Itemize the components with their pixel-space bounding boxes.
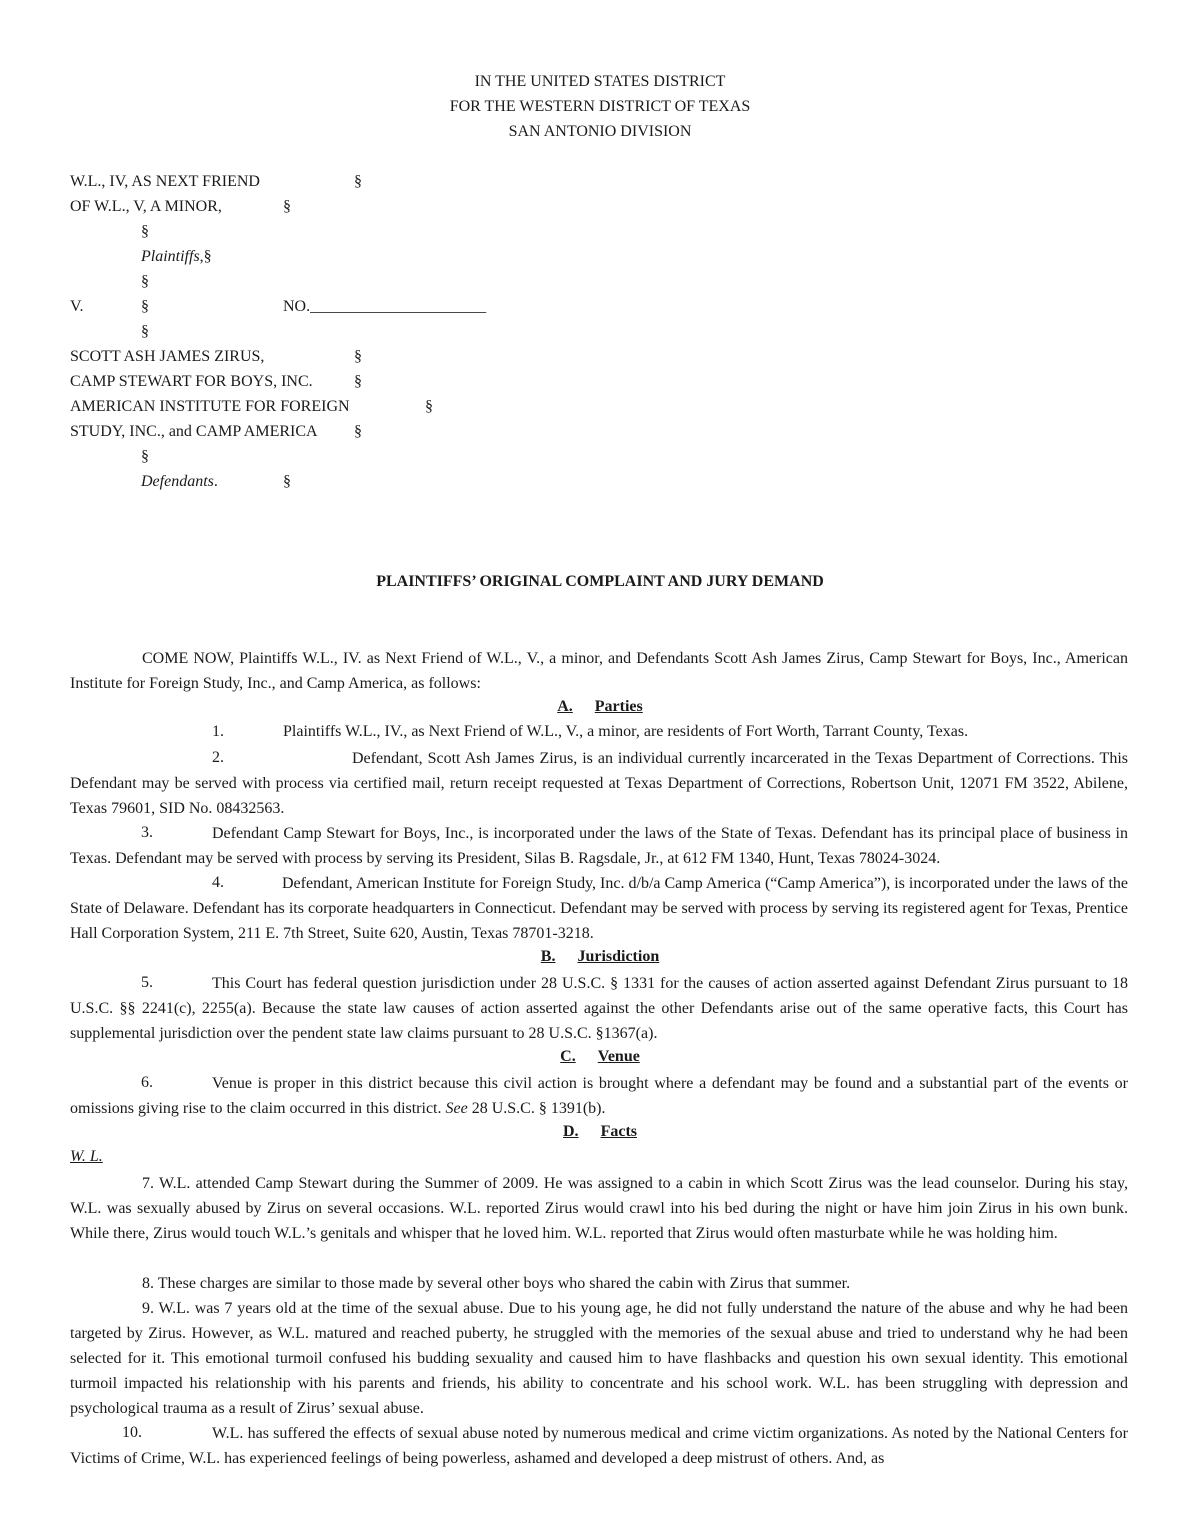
section-mark: § (354, 373, 362, 390)
caption-versus: V. (70, 298, 84, 315)
section-mark: § (354, 423, 362, 440)
paragraph-3 (70, 821, 1128, 871)
see-signal: See (445, 1100, 468, 1117)
paragraph-6-cite: 28 U.S.C. § 1391(b). (471, 1100, 606, 1117)
section-mark: § (141, 298, 149, 315)
intro-paragraph (70, 646, 1128, 696)
period: . (213, 473, 218, 490)
paragraph-7 (70, 1171, 1128, 1246)
section-letter: A. (557, 698, 573, 715)
paragraph-8-text: 8. These charges are similar to those made by several other boys who shared the cabin with Zirus that summer. (142, 1275, 851, 1292)
paragraph-4-text: Defendant, American Institute for Foreign Study, Inc. d/b/a Camp America (“Camp America”), is incorporated under the laws of the State of Delaware. Defendant has its corporate headquarters in Connecticut. Defendant may be served with process by serving its registered agent for Texas, Prentice Hall Corporation System, 211 E. 7th Street, Suite 620, Austin, Texas 78701-3218. (70, 875, 1128, 942)
caption-plaintiff-1: W.L., IV, AS NEXT FRIEND (70, 173, 260, 190)
section-mark: § (141, 323, 149, 340)
paragraph-1-text: Plaintiffs W.L., IV., as Next Friend of W.L., V., a minor, are residents of Fort Worth, Tarrant County, Texas. (283, 723, 969, 740)
paragraph-5 (70, 971, 1128, 1046)
section-heading-parties (0, 697, 1200, 717)
paragraph-9-text: 9. W.L. was 7 years old at the time of the sexual abuse. Due to his young age, he did not fully understand the nature of the abuse and why he had been targeted by Zirus. However, as W.L. matured and reached puberty, he struggled with the memories of the sexual abuse and tried to understand why he had been selected for it. This emotional turmoil confused his budding sexuality and caused him to have flashbacks and question his own sexual identity. This emotional turmoil impacted his relationship with his parents and friends, his ability to concentrate and his school work. W.L. has been struggling with depression and psychological trauma as a result of Zirus’ sexual abuse. (70, 1300, 1128, 1417)
section-letter: B. (540, 948, 556, 965)
caption-plaintiff-2: OF W.L., V, A MINOR, (70, 198, 222, 215)
paragraph-9 (70, 1296, 1128, 1421)
paragraph-number: 5. (141, 974, 153, 991)
document-title: PLAINTIFFS’ ORIGINAL COMPLAINT AND JURY DEMAND (376, 573, 824, 590)
paragraph-6 (70, 1071, 1128, 1121)
subheading-wl: W. L. (70, 1148, 103, 1165)
intro-text: COME NOW, Plaintiffs W.L., IV. as Next Friend of W.L., V., a minor, and Defendants Scott Ash James Zirus, Camp Stewart for Boys, Inc., American Institute for Foreign Study, Inc., and Camp America, as follows: (70, 650, 1128, 692)
caption-plaintiffs-label (141, 247, 212, 267)
caption-defendants-label (141, 472, 218, 492)
paragraph-10 (70, 1421, 1128, 1471)
paragraph-2 (70, 746, 1128, 821)
court-line-2: FOR THE WESTERN DISTRICT OF TEXAS (449, 98, 751, 115)
paragraph-3-text: Defendant Camp Stewart for Boys, Inc., is incorporated under the laws of the State of Texas. Defendant has its principal place of business in Texas. Defendant may be served with process by serving its President, Silas B. Ragsdale, Jr., at 612 FM 1340, Hunt, Texas 78024-3024. (70, 825, 1128, 867)
section-title: Parties (594, 698, 643, 715)
section-title: Jurisdiction (577, 948, 660, 965)
paragraph-number: 1. (212, 723, 224, 740)
section-letter: C. (560, 1048, 576, 1065)
plaintiffs-label: Plaintiffs (141, 248, 200, 265)
section-letter: D. (563, 1123, 579, 1140)
paragraph-number: 2. (212, 749, 224, 766)
paragraph-5-text: This Court has federal question jurisdiction under 28 U.S.C. § 1331 for the causes of action asserted against Defendant Zirus pursuant to 18 U.S.C. §§ 2241(c), 2255(a). Because the state law causes of action asserted against the other Defendants arise out of the same operative facts, this Court has supplemental jurisdiction over the pendent state law claims pursuant to 28 U.S.C. §1367(a). (70, 975, 1128, 1042)
section-mark: § (283, 198, 291, 215)
section-title: Venue (597, 1048, 640, 1065)
caption-defendant-4: STUDY, INC., and CAMP AMERICA (70, 423, 318, 440)
section-mark: § (283, 473, 291, 490)
paragraph-number: 10. (122, 1424, 142, 1441)
case-number-field: NO.______________________ (283, 298, 487, 315)
paragraph-8 (70, 1271, 1128, 1296)
court-line-1: IN THE UNITED STATES DISTRICT (474, 73, 726, 90)
paragraph-number: 3. (141, 824, 153, 841)
paragraph-number: 4. (212, 874, 224, 891)
section-mark: § (141, 223, 149, 240)
section-heading-jurisdiction (0, 947, 1200, 967)
caption-defendant-3: AMERICAN INSTITUTE FOR FOREIGN (70, 398, 350, 415)
paragraph-7-text: 7. W.L. attended Camp Stewart during the Summer of 2009. He was assigned to a cabin in which Scott Zirus was the lead counselor. During his stay, W.L. was sexually abused by Zirus on several occasions. W.L. reported Zirus would crawl into his bed during the night or have him join Zirus in his own bunk. While there, Zirus would touch W.L.’s genitals and whisper that he loved him. W.L. reported that Zirus would often masturbate while he was holding him. (70, 1175, 1128, 1242)
section-title: Facts (600, 1123, 637, 1140)
section-mark: § (203, 248, 212, 265)
section-mark: § (354, 173, 362, 190)
paragraph-10-text: W.L. has suffered the effects of sexual abuse noted by numerous medical and crime victim organizations. As noted by the National Centers for Victims of Crime, W.L. has experienced feelings of being powerless, ashamed and developed a deep mistrust of others. And, as (70, 1425, 1128, 1467)
defendants-label: Defendants (141, 473, 214, 490)
caption-defendant-1: SCOTT ASH JAMES ZIRUS, (70, 348, 265, 365)
section-mark: § (425, 398, 433, 415)
court-line-3: SAN ANTONIO DIVISION (508, 123, 692, 140)
section-mark: § (141, 448, 149, 465)
paragraph-6-text: Venue is proper in this district because this civil action is brought where a defendant may be found and a substantial part of the events or omissions giving rise to the claim occurred in this district. (70, 1075, 1128, 1117)
caption-defendant-2: CAMP STEWART FOR BOYS, INC. (70, 373, 313, 390)
section-mark: § (141, 273, 149, 290)
section-mark: § (354, 348, 362, 365)
paragraph-4 (70, 871, 1128, 946)
comma: , (199, 248, 204, 265)
section-heading-facts (0, 1122, 1200, 1142)
section-heading-venue (0, 1047, 1200, 1067)
paragraph-number: 6. (141, 1074, 153, 1091)
paragraph-2-text: Defendant, Scott Ash James Zirus, is an individual currently incarcerated in the Texas Department of Corrections. This Defendant may be served with process via certified mail, return receipt requested at Texas Department of Corrections, Robertson Unit, 12071 FM 3522, Abilene, Texas 79601, SID No. 08432563. (70, 750, 1128, 817)
